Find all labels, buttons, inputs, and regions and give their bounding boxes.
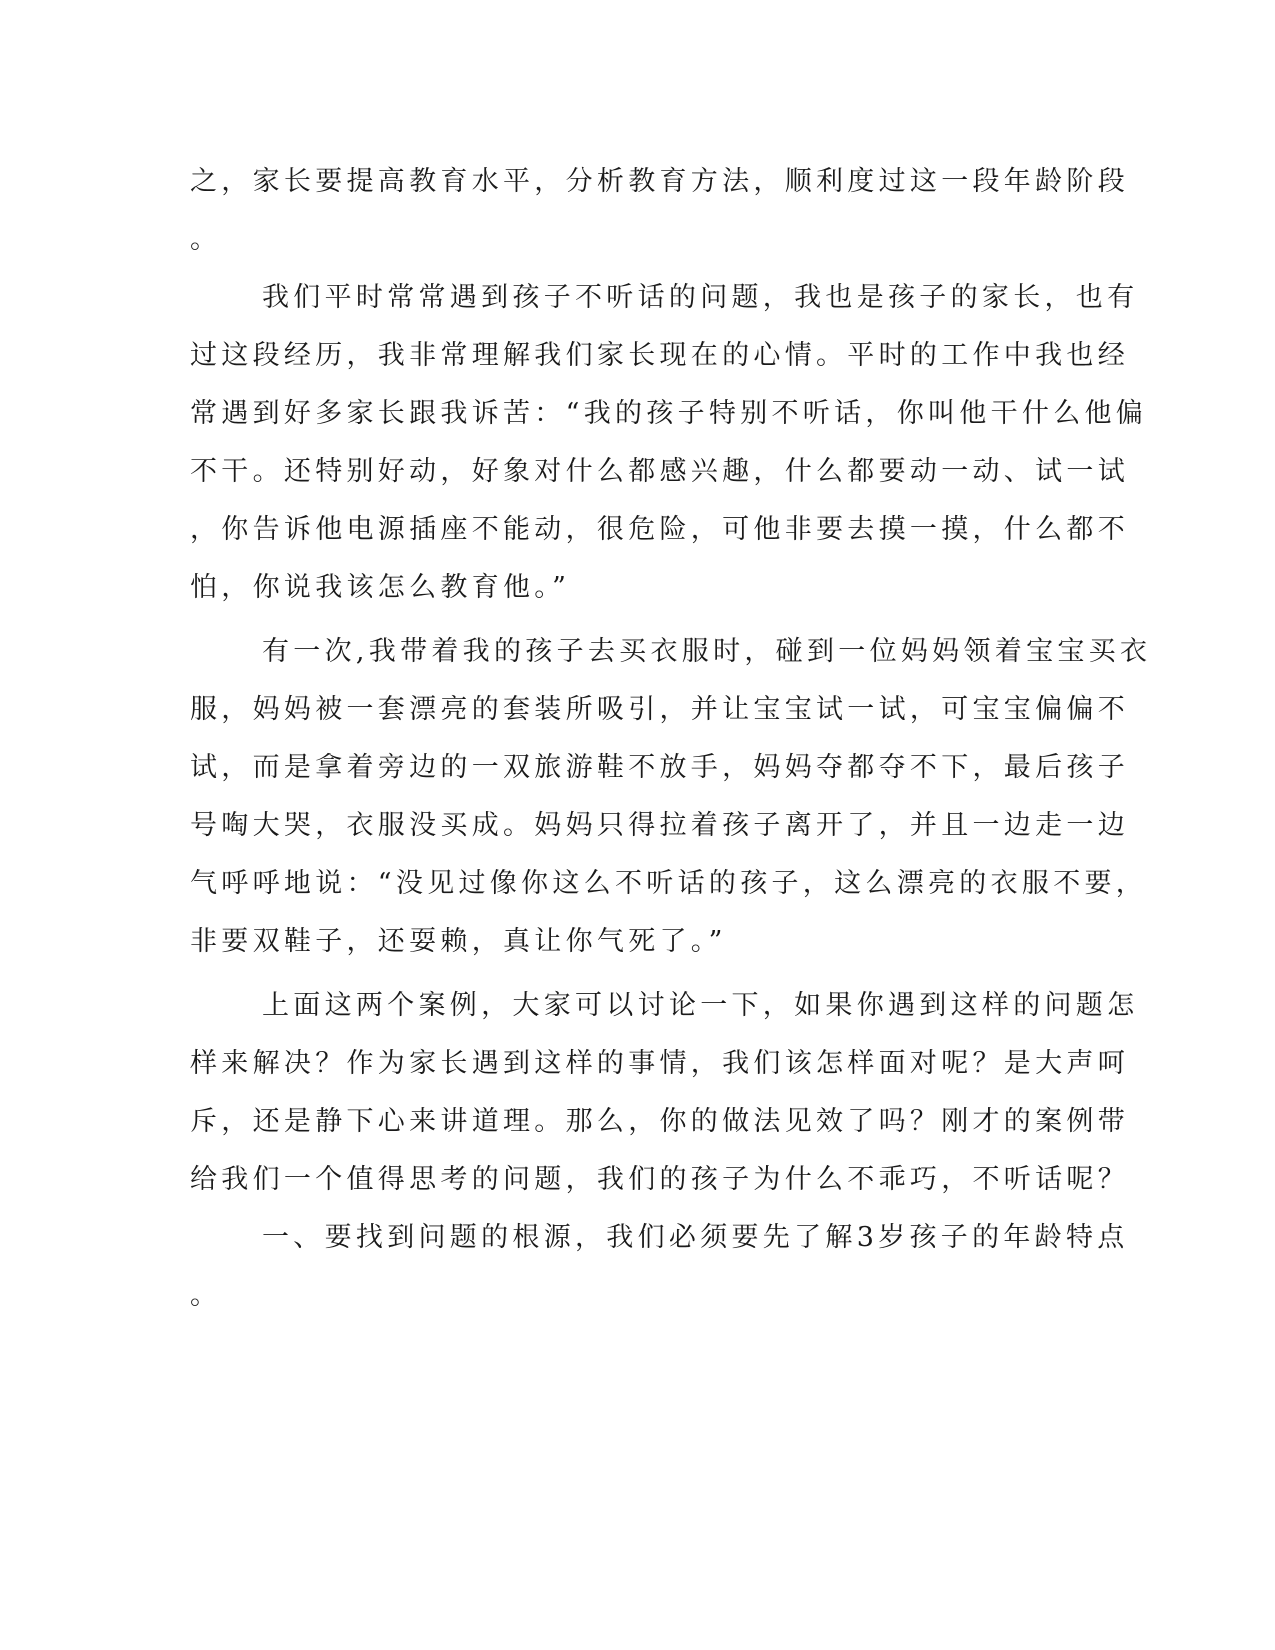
- text-line: 。: [190, 1280, 222, 1311]
- text-line: 样来解决？作为家长遇到这样的事情，我们该怎样面对呢？是大声呵: [190, 1048, 1129, 1079]
- text-line: 给我们一个值得思考的问题，我们的孩子为什么不乖巧，不听话呢？: [190, 1164, 1129, 1195]
- paragraph-first-line: 一、要找到问题的根源，我们必须要先了解3岁孩子的年龄特点: [262, 1222, 1129, 1253]
- text-line: ，你告诉他电源插座不能动，很危险，可他非要去摸一摸，什么都不: [190, 514, 1129, 545]
- text-line: 。: [190, 224, 222, 255]
- paragraph-first-line: 上面这两个案例，大家可以讨论一下，如果你遇到这样的问题怎: [262, 990, 1139, 1021]
- text-line: 常遇到好多家长跟我诉苦：“我的孩子特别不听话，你叫他干什么他偏: [190, 398, 1148, 429]
- paragraph-first-line: 有一次,我带着我的孩子去买衣服时，碰到一位妈妈领着宝宝买衣: [262, 636, 1152, 667]
- text-line: 过这段经历，我非常理解我们家长现在的心情。平时的工作中我也经: [190, 340, 1129, 371]
- text-line: 斥，还是静下心来讲道理。那么，你的做法见效了吗？刚才的案例带: [190, 1106, 1129, 1137]
- text-line: 服，妈妈被一套漂亮的套装所吸引，并让宝宝试一试，可宝宝偏偏不: [190, 694, 1129, 725]
- text-line: 试，而是拿着旁边的一双旅游鞋不放手，妈妈夺都夺不下，最后孩子: [190, 752, 1129, 783]
- paragraph-first-line: 我们平时常常遇到孩子不听话的问题，我也是孩子的家长，也有: [262, 282, 1139, 313]
- text-line: 号啕大哭，衣服没买成。妈妈只得拉着孩子离开了，并且一边走一边: [190, 810, 1129, 841]
- text-line: 之，家长要提高教育水平，分析教育方法，顺利度过这一段年龄阶段: [190, 166, 1129, 197]
- text-line: 怕，你说我该怎么教育他。”: [190, 572, 571, 603]
- text-line: 气呼呼地说：“没见过像你这么不听话的孩子，这么漂亮的衣服不要，: [190, 868, 1148, 899]
- text-line: 非要双鞋子，还耍赖，真让你气死了。”: [190, 926, 727, 957]
- text-line: 不干。还特别好动，好象对什么都感兴趣，什么都要动一动、试一试: [190, 456, 1129, 487]
